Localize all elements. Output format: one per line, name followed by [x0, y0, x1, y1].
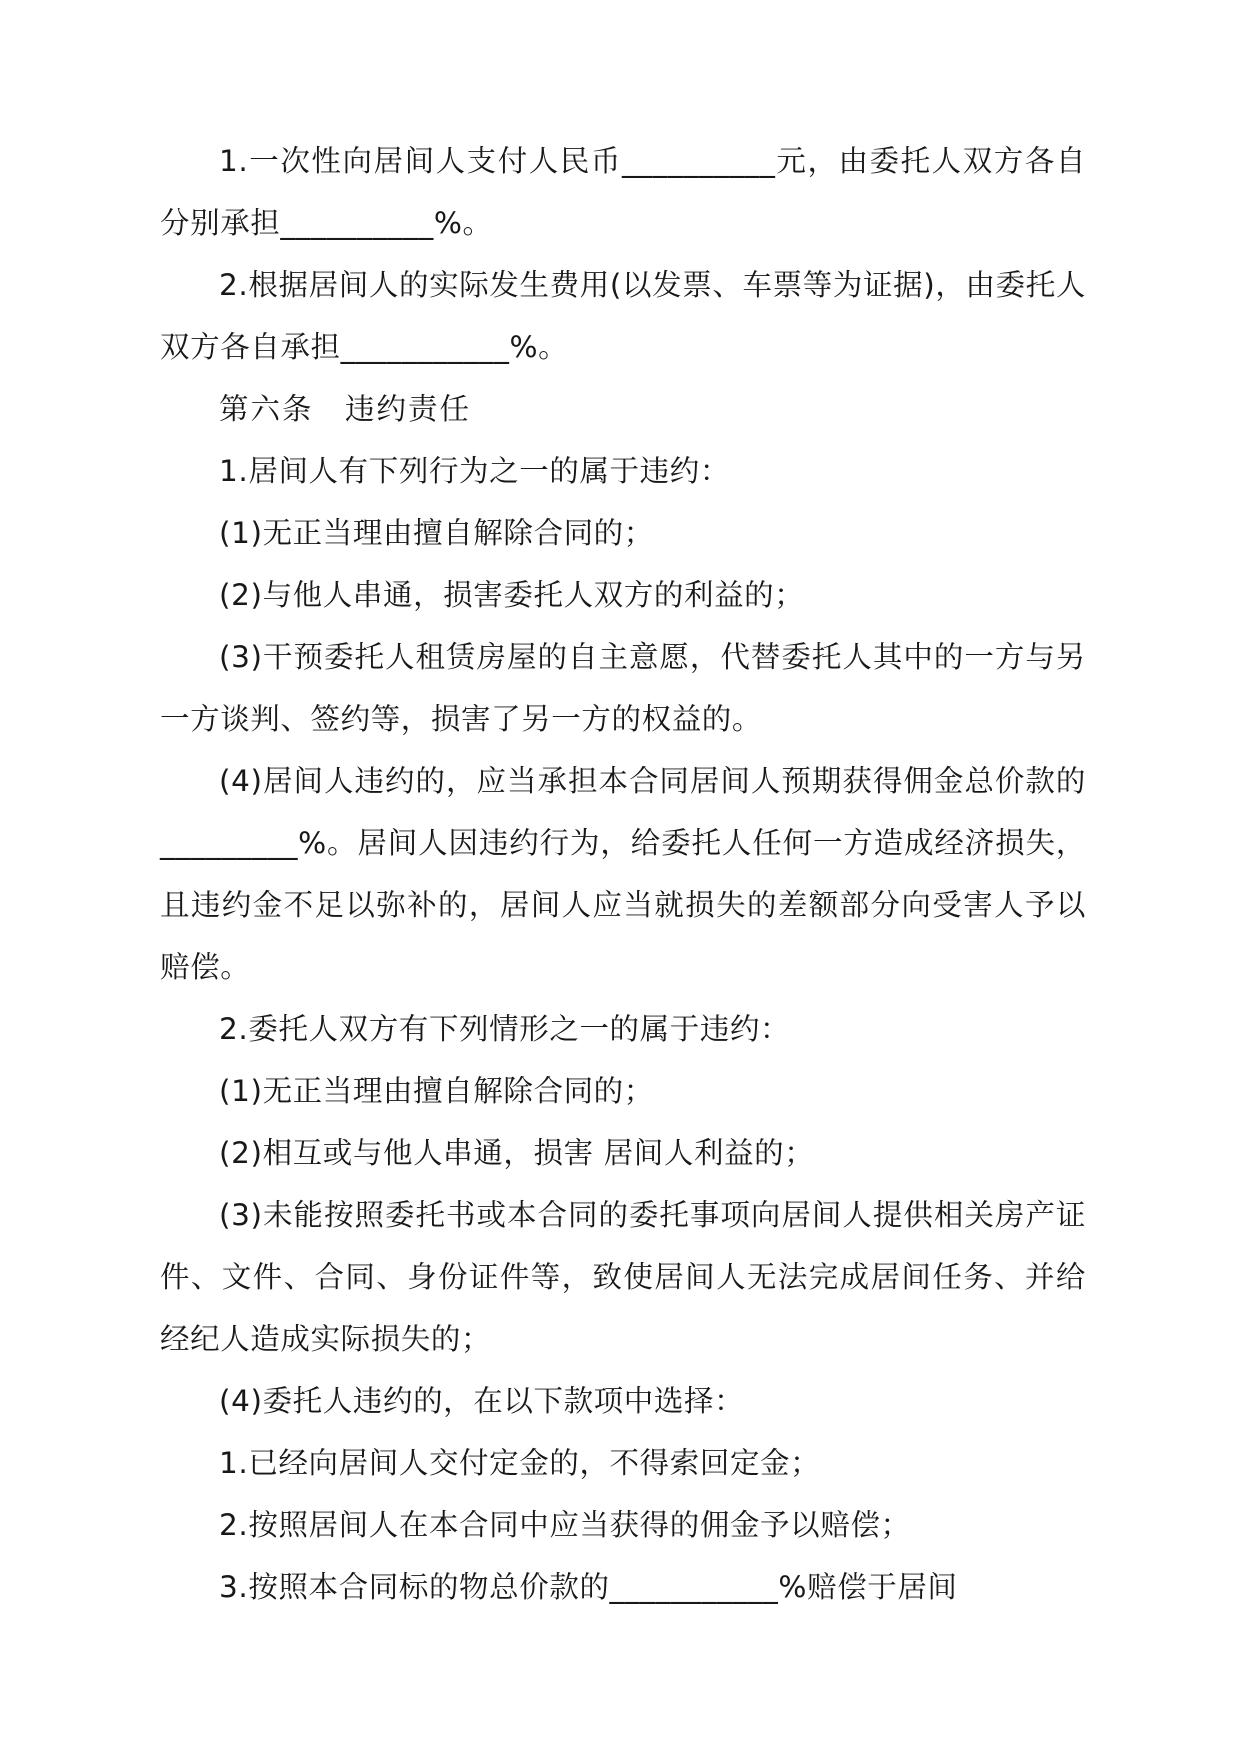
paragraph-broker-breach-intro: 1.居间人有下列行为之一的属于违约： [219, 454, 730, 488]
paragraph-client-breach-intro: 2.委托人双方有下列情形之一的属于违约： [219, 1012, 791, 1046]
section-heading-article-6: 第六条 违约责任 [219, 392, 472, 426]
paragraph-option-3: 3.按照本合同标的物总价款的___________%赔偿于居间 [219, 1570, 958, 1604]
paragraph-broker-breach-2: (2)与他人串通，损害委托人双方的利益的； [219, 578, 805, 612]
paragraph-fee-2: 2.根据居间人的实际发生费用(以发票、车票等为证据)，由委托人双方各自承担___________%。 [160, 268, 1086, 364]
paragraph-option-2: 2.按照居间人在本合同中应当获得的佣金予以赔偿； [219, 1508, 911, 1542]
paragraph-client-breach-2: (2)相互或与他人串通，损害 居间人利益的； [219, 1136, 815, 1170]
paragraph-client-breach-1: (1)无正当理由擅自解除合同的； [219, 1074, 654, 1108]
paragraph-broker-breach-3: (3)干预委托人租赁房屋的自主意愿，代替委托人其中的一方与另一方谈判、签约等，损害了另一方的权益的。 [160, 640, 1086, 736]
paragraph-option-1: 1.已经向居间人交付定金的，不得索回定金； [219, 1446, 821, 1480]
document-body [160, 130, 1086, 1618]
paragraph-client-breach-4: (4)委托人违约的，在以下款项中选择： [219, 1384, 745, 1418]
paragraph-fee-1: 1.一次性向居间人支付人民币__________元，由委托人双方各自分别承担__________%。 [160, 144, 1086, 240]
paragraph-broker-breach-1: (1)无正当理由擅自解除合同的； [219, 516, 654, 550]
paragraph-broker-breach-4: (4)居间人违约的，应当承担本合同居间人预期获得佣金总价款的_________%。居间人因违约行为，给委托人任何一方造成经济损失，且违约金不足以弥补的，居间人应当就损失的差额部分向受害人予以赔偿。 [160, 764, 1086, 984]
paragraph-client-breach-3: (3)未能按照委托书或本合同的委托事项向居间人提供相关房产证件、文件、合同、身份证件等，致使居间人无法完成居间任务、并给经纪人造成实际损失的； [160, 1198, 1086, 1356]
